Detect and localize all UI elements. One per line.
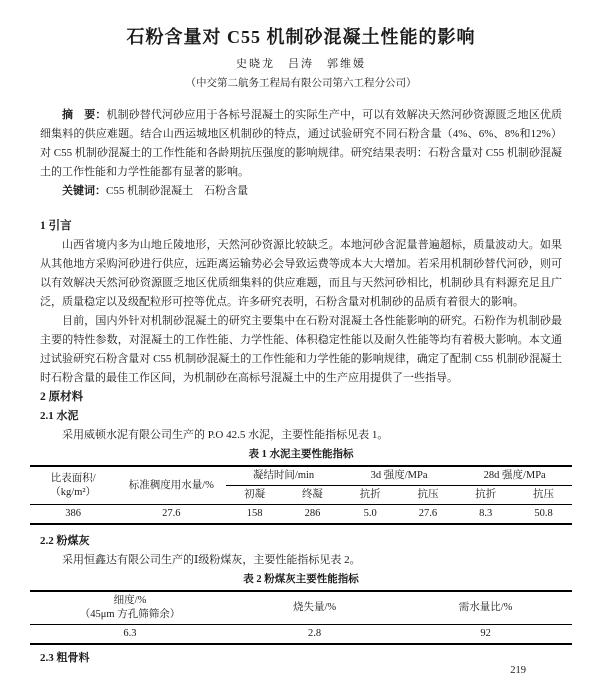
- table-1-subheader: 终凝: [301, 489, 323, 500]
- table-2-header-loss-on-ignition: 烧失量/%: [292, 602, 337, 613]
- table-cell: 27.6: [162, 508, 181, 519]
- section-2-2-heading: 2.2 粉煤灰: [40, 535, 90, 547]
- intro-paragraph-1: 山西省境内多为山地丘陵地形，天然河砂资源比较缺乏。本地河砂含泥量普遍超标，质量波动大。如果从其他地方采购河砂进行供应，远距离运输势必会导致运费等成本大大增加。若采用机制砂替代河砂，则可以有效解决天然河砂资源匮乏地区优质细集料的供应难题，而且与天然河砂相比，机制砂具有料源充足且广泛，质量稳定以及级配粒形可控等优点。许多研究表明，石粉含量对机制砂的品质有着很大的影响。: [40, 239, 562, 308]
- affiliation-line: （中交第二航务工程局有限公司第六工程分公司）: [185, 78, 417, 89]
- authors-line: 史晓龙 吕涛 郭维媛: [236, 58, 366, 70]
- table-1-subheader: 抗折: [359, 489, 381, 500]
- table-1-header-3d-strength: 3d 强度/MPa: [341, 466, 457, 486]
- fly-ash-properties-table: [30, 590, 573, 645]
- abstract-label: 摘 要：: [62, 109, 107, 121]
- table-1-subheader: 抗压: [417, 489, 439, 500]
- section-1-heading: 1 引言: [40, 220, 72, 232]
- table-1-header-surface-area: 比表面积/ （kg/m²）: [50, 472, 97, 498]
- table-cell: 5.0: [363, 508, 377, 519]
- table-2-header-fineness: 细度/% （45μm 方孔筛筛余）: [79, 595, 181, 620]
- abstract-text: 机制砂替代河砂应用于各标号混凝土的实际生产中，可以有效解决天然河砂资源匮乏地区优质细集料的供应难题。结合山西运城地区机制砂的特点，通过试验研究不同石粉含量（4%、6%、8%和12%）对 C55 机制砂混凝土的工作性能和各龄期抗压强度的影响规律。研究结果表明：石粉含量对 C55 机制砂混凝土的工作性能和力学性能都有显著的影响。: [40, 109, 563, 178]
- table-cell: 50.8: [534, 508, 553, 519]
- table-cell: 386: [65, 508, 82, 519]
- intro-paragraph-2: 目前，国内外针对机制砂混凝土的研究主要集中在石粉对混凝土各性能影响的研究。石粉作为机制砂最主要的特性参数，对混凝土的工作性能、力学性能、体积稳定性能以及耐久性能等均有着极大影响。本文通过试验研究石粉含量对 C55 机制砂混凝土的工作性能和力学性能的影响规律，确定了配制 C55 机制砂混凝土时石粉含量的最佳工作区间，为机制砂在高标号混凝土中的生产应用提供了一些指导。: [40, 315, 562, 384]
- abstract-paragraph: [40, 106, 562, 182]
- table-row: [30, 625, 573, 645]
- table-2-caption: 表 2 粉煤灰主要性能指标: [243, 574, 359, 585]
- table-1-header-setting-time: 凝结时间/min: [226, 466, 342, 486]
- page-number: 219: [510, 665, 526, 676]
- paper-title: 石粉含量对 C55 机制砂混凝土性能的影响: [126, 27, 476, 47]
- keywords-text: C55 机制砂混凝土 石粉含量: [106, 185, 249, 197]
- table-1-header-28d-strength: 28d 强度/MPa: [457, 466, 573, 486]
- fly-ash-text: 采用恒鑫达有限公司生产的Ⅰ级粉煤灰，主要性能指标见表 2。: [62, 554, 361, 566]
- cement-text: 采用威顿水泥有限公司生产的 P.O 42.5 水泥，主要性能指标见表 1。: [62, 429, 389, 441]
- table-cell: 6.3: [123, 628, 137, 639]
- table-1-caption: 表 1 水泥主要性能指标: [248, 449, 354, 460]
- table-1-subheader: 抗折: [475, 489, 497, 500]
- table-cell: 286: [304, 508, 321, 519]
- table-2-header-water-demand-ratio: 需水量比/%: [458, 602, 513, 613]
- table-cell: 92: [480, 628, 491, 639]
- keywords-label: 关键词：: [62, 185, 106, 197]
- section-2-heading: 2 原材料: [40, 391, 84, 403]
- table-1-subheader: 抗压: [533, 489, 555, 500]
- table-1-subheader: 初凝: [244, 489, 266, 500]
- cement-properties-table: [30, 465, 573, 525]
- table-cell: 158: [246, 508, 263, 519]
- section-2-3-heading: 2.3 粗骨料: [40, 652, 90, 664]
- table-row: [30, 505, 573, 525]
- table-cell: 8.3: [479, 508, 493, 519]
- keywords-line: [40, 182, 562, 201]
- table-1-header-water-demand: 标准稠度用水量/%: [128, 479, 214, 491]
- table-cell: 27.6: [418, 508, 438, 519]
- section-2-1-heading: 2.1 水泥: [40, 410, 79, 422]
- table-cell: 2.8: [308, 628, 322, 639]
